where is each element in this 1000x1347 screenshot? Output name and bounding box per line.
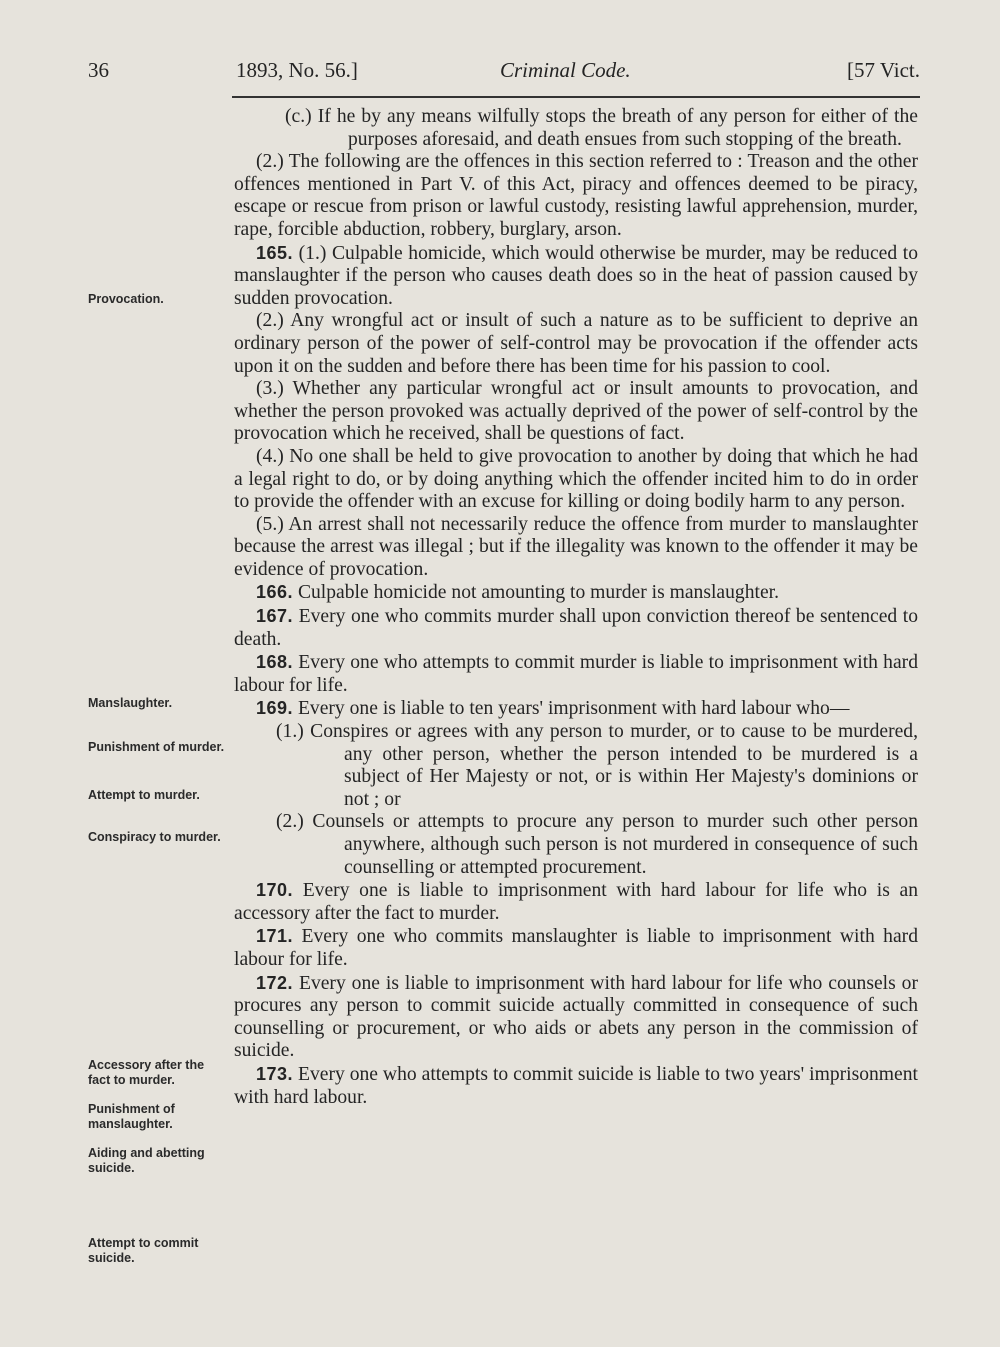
- section-165-5: (5.) An arrest shall not necessarily reduce the offence from murder to manslaughter because the arrest was illegal ; but if the illegality was known to the offender it may be evidence of provocation.: [234, 513, 918, 580]
- paragraph-2: (2.) The following are the offences in this section referred to : Treason and the other offences mentioned in Part V. of this Act, piracy and offences deemed to be piracy, escape or rescue from prison or lawful custody, resisting lawful apprehension, murder, rape, forcible abduction, robbery, burglary, arson.: [234, 151, 918, 240]
- section-number: 165.: [256, 242, 294, 263]
- act-reference: 1893, No. 56.]: [236, 58, 358, 82]
- section-165-3: (3.) Whether any particular wrongful act or insult amounts to provocation, and whether the person provoked was actually deprived of the power of self-control by the provocation which he received, shall be questions of fact.: [234, 378, 918, 445]
- section-number: 170.: [256, 880, 294, 901]
- section-text: Every one is liable to imprisonment with hard labour for life who is an accessory after the fact to murder.: [234, 880, 918, 924]
- section-text: Every one is liable to ten years' imprisonment with hard labour who—: [293, 698, 850, 720]
- section-text: Culpable homicide not amounting to murder is manslaughter.: [293, 582, 779, 604]
- section-text: Every one is liable to imprisonment with hard labour for life who counsels or procures any person to commit suicide actually committed in consequence of such counselling or procurement, or who aids or abets any person in the commission of suicide.: [234, 972, 918, 1062]
- margin-note-aiding-suicide: Aiding and abetting suicide.: [88, 1146, 205, 1175]
- margin-note-conspiracy-murder: Conspiracy to murder.: [88, 830, 221, 844]
- margin-note-accessory: Accessory after the fact to murder.: [88, 1058, 205, 1087]
- section-169-2: (2.) Counsels or attempts to procure any person to murder such other person anywhere, although such person is not murdered in consequence of such counselling or attempted procurement.: [276, 811, 918, 878]
- paragraph-c: (c.) If he by any means wilfully stops the breath of any person for either of the purposes aforesaid, and death ensues from such stopping of the breath.: [285, 106, 918, 150]
- section-170: [234, 879, 918, 925]
- margin-note-attempt-murder: Attempt to murder.: [88, 788, 200, 802]
- header-rule: [232, 96, 920, 98]
- section-text: Every one who commits murder shall upon conviction thereof be sentenced to death.: [234, 606, 918, 650]
- margin-note-attempt-suicide: Attempt to commit suicide.: [88, 1236, 199, 1265]
- page-header: [88, 58, 920, 92]
- page-number: 36: [88, 58, 109, 82]
- section-text: Every one who attempts to commit murder is liable to imprisonment with hard labour for life.: [234, 652, 918, 696]
- margin-note-manslaughter: Manslaughter.: [88, 696, 173, 710]
- section-165: [234, 242, 918, 311]
- margin-note-provocation: Provocation.: [88, 292, 164, 306]
- section-number: 167.: [256, 606, 294, 627]
- section-166: [234, 581, 918, 605]
- section-number: 169.: [256, 698, 294, 719]
- margin-note-punishment-murder: Punishment of murder.: [88, 740, 225, 754]
- margin-note-punishment-manslaughter: Punishment of manslaughter.: [88, 1102, 175, 1131]
- running-title: Criminal Code.: [500, 58, 631, 82]
- section-171: [234, 925, 918, 971]
- section-173: [234, 1063, 918, 1109]
- section-168: [234, 651, 918, 697]
- body-text: [234, 106, 918, 1109]
- section-number: 171.: [256, 926, 294, 947]
- regnal-year: [57 Vict.: [846, 58, 920, 82]
- section-165-2: (2.) Any wrongful act or insult of such a nature as to be sufficient to deprive an ordinary person of the power of self-control may be provocation if the offender acts upon it on the sudden and before there has been time for his passion to cool.: [234, 310, 918, 377]
- section-165-4: (4.) No one shall be held to give provocation to another by doing that which he had a legal right to do, or by doing anything which the offender incited him to do in order to provide the offender with an excuse for killing or doing bodily harm to any person.: [234, 445, 918, 513]
- section-number: 173.: [256, 1063, 294, 1084]
- section-172: [234, 972, 918, 1063]
- section-number: 172.: [256, 972, 294, 993]
- section-text: Every one who commits manslaughter is liable to imprisonment with hard labour for life.: [234, 926, 918, 970]
- section-number: 166.: [256, 582, 294, 603]
- section-number: 168.: [256, 652, 294, 673]
- section-text: Every one who attempts to commit suicide is liable to two years' imprisonment with hard labour.: [234, 1063, 918, 1108]
- section-167: [234, 605, 918, 651]
- section-169: [234, 697, 918, 721]
- section-169-1: (1.) Conspires or agrees with any person to murder, or to cause to be murdered, any other person, whether the person intended to be murdered is a subject of Her Majesty or not, or is within Her Majesty's dominions or not ; or: [276, 721, 918, 810]
- section-text: (1.) Culpable homicide, which would otherwise be murder, may be reduced to manslaughter if the person who causes death does so in the heat of passion caused by sudden provocation.: [234, 242, 918, 309]
